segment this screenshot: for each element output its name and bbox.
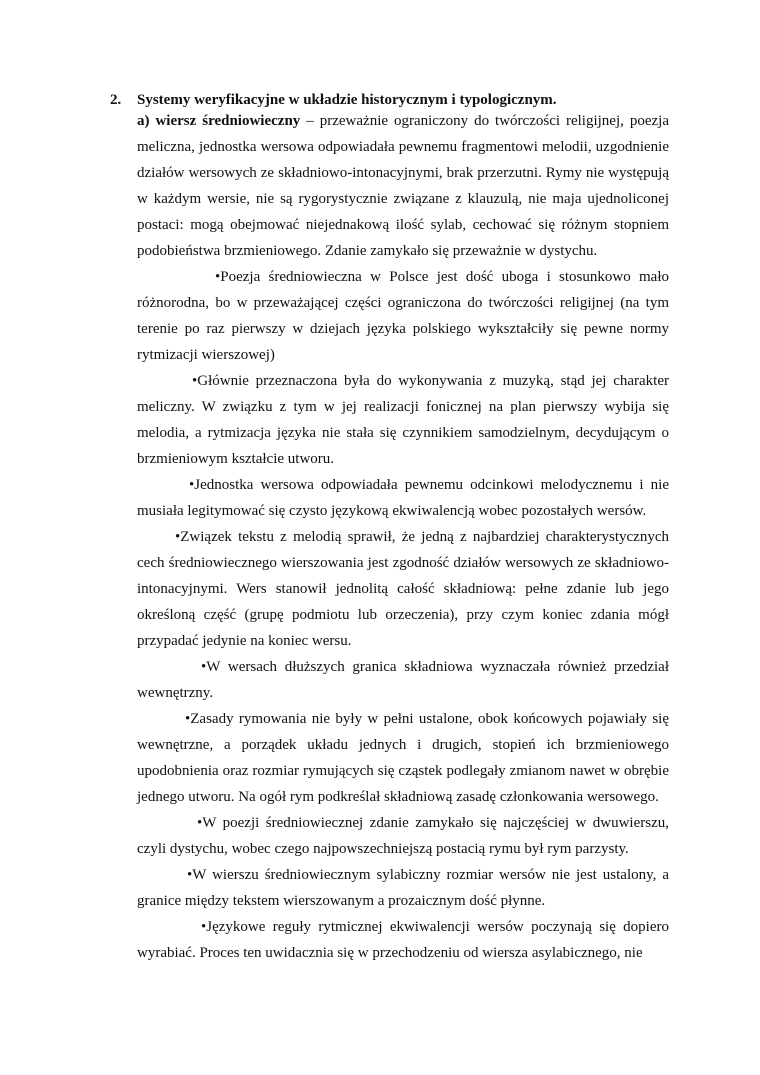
bullet-paragraph-2 [137, 368, 669, 472]
bullet-text: W poezji średniowiecznej zdanie zamykało się najczęściej w dwuwierszu, czyli dystychu, wobec czego najpowszechniejszą postacią rymu był rym parzysty. [137, 815, 669, 857]
section-number: 2. [110, 92, 122, 108]
document-body [137, 108, 669, 966]
bullet-text: Językowe reguły rytmicznej ekwiwalencji wersów poczynają się dopiero wyrabiać. Proces ten uwidacznia się w przechodzeniu od wiersza asylabicznego, nie [137, 919, 669, 961]
bullet-paragraph-5 [137, 654, 669, 706]
bullet-text: Zasady rymowania nie były w pełni ustalone, obok końcowych pojawiały się wewnętrzne, a porządek układu jednych i drugich, stopień ich brzmieniowego upodobnienia oraz rozmiar rymujących się cząstek podlegały zmianom nawet w obrębie jednego utworu. Na ogół rym podkreślał składniową zasadę członkowania wersowego. [137, 711, 669, 805]
intro-paragraph [137, 108, 669, 264]
intro-text: – przeważnie ograniczony do twórczości religijnej, poezja meliczna, jednostka wersowa odpowiadała pewnemu fragmentowi melodii, uzgodnienie działów wersowych ze składniowo-intonacyjnymi, brak przerzutni. Rymy nie występują w każdym wersie, nie są rygorystycznie związane z klauzulą, nie maja ujednoliconej postaci: mogą obejmować niejednakową ilość sylab, cechować się różnym stopniem podobieństwa brzmieniowego. Zdanie zamykało się przeważnie w dystychu. [137, 113, 669, 259]
intro-term: wiersz średniowieczny [155, 113, 301, 129]
bullet-paragraph-9 [137, 914, 669, 966]
subpoint-label: a) [137, 113, 150, 129]
section-heading [110, 90, 670, 110]
bullet-paragraph-3 [137, 472, 669, 524]
section-title: Systemy weryfikacyjne w układzie historycznym i typologicznym. [137, 92, 557, 108]
bullet-text: Głównie przeznaczona była do wykonywania z muzyką, stąd jej charakter meliczny. W związku z tym w jej realizacji fonicznej na plan pierwszy wybija się melodia, a rytmizacja języka nie stała się czynnikiem samodzielnym, decydującym o brzmieniowym kształcie utworu. [137, 373, 669, 467]
bullet-paragraph-1 [137, 264, 669, 368]
bullet-text: W wierszu średniowiecznym sylabiczny rozmiar wersów nie jest ustalony, a granice między tekstem wierszowanym a prozaicznym dość płynne. [137, 867, 669, 909]
bullet-paragraph-8 [137, 862, 669, 914]
bullet-paragraph-6 [137, 706, 669, 810]
bullet-text: Jednostka wersowa odpowiadała pewnemu odcinkowi melodycznemu i nie musiała legitymować się czysto językową ekwiwalencją wobec pozostałych wersów. [137, 477, 669, 519]
bullet-text: Związek tekstu z melodią sprawił, że jedną z najbardziej charakterystycznych cech średniowiecznego wierszowania jest zgodność działów wersowych ze składniowo-intonacyjnymi. Wers stanowił jednolitą całość składniową: pełne zdanie lub jego określoną część (grupę podmiotu lub orzeczenia), przy czym koniec zdania mógł przypadać jedynie na koniec wersu. [137, 529, 669, 649]
bullet-text: Poezja średniowieczna w Polsce jest dość uboga i stosunkowo mało różnorodna, bo w przeważającej części ograniczona do twórczości religijnej (na tym terenie po raz pierwszy w dziejach języka polskiego wykształciły się pewne normy rytmizacji wierszowej) [137, 269, 669, 363]
bullet-paragraph-7 [137, 810, 669, 862]
bullet-paragraph-4 [137, 524, 669, 654]
bullet-text: W wersach dłuższych granica składniowa wyznaczała również przedział wewnętrzny. [137, 659, 669, 701]
